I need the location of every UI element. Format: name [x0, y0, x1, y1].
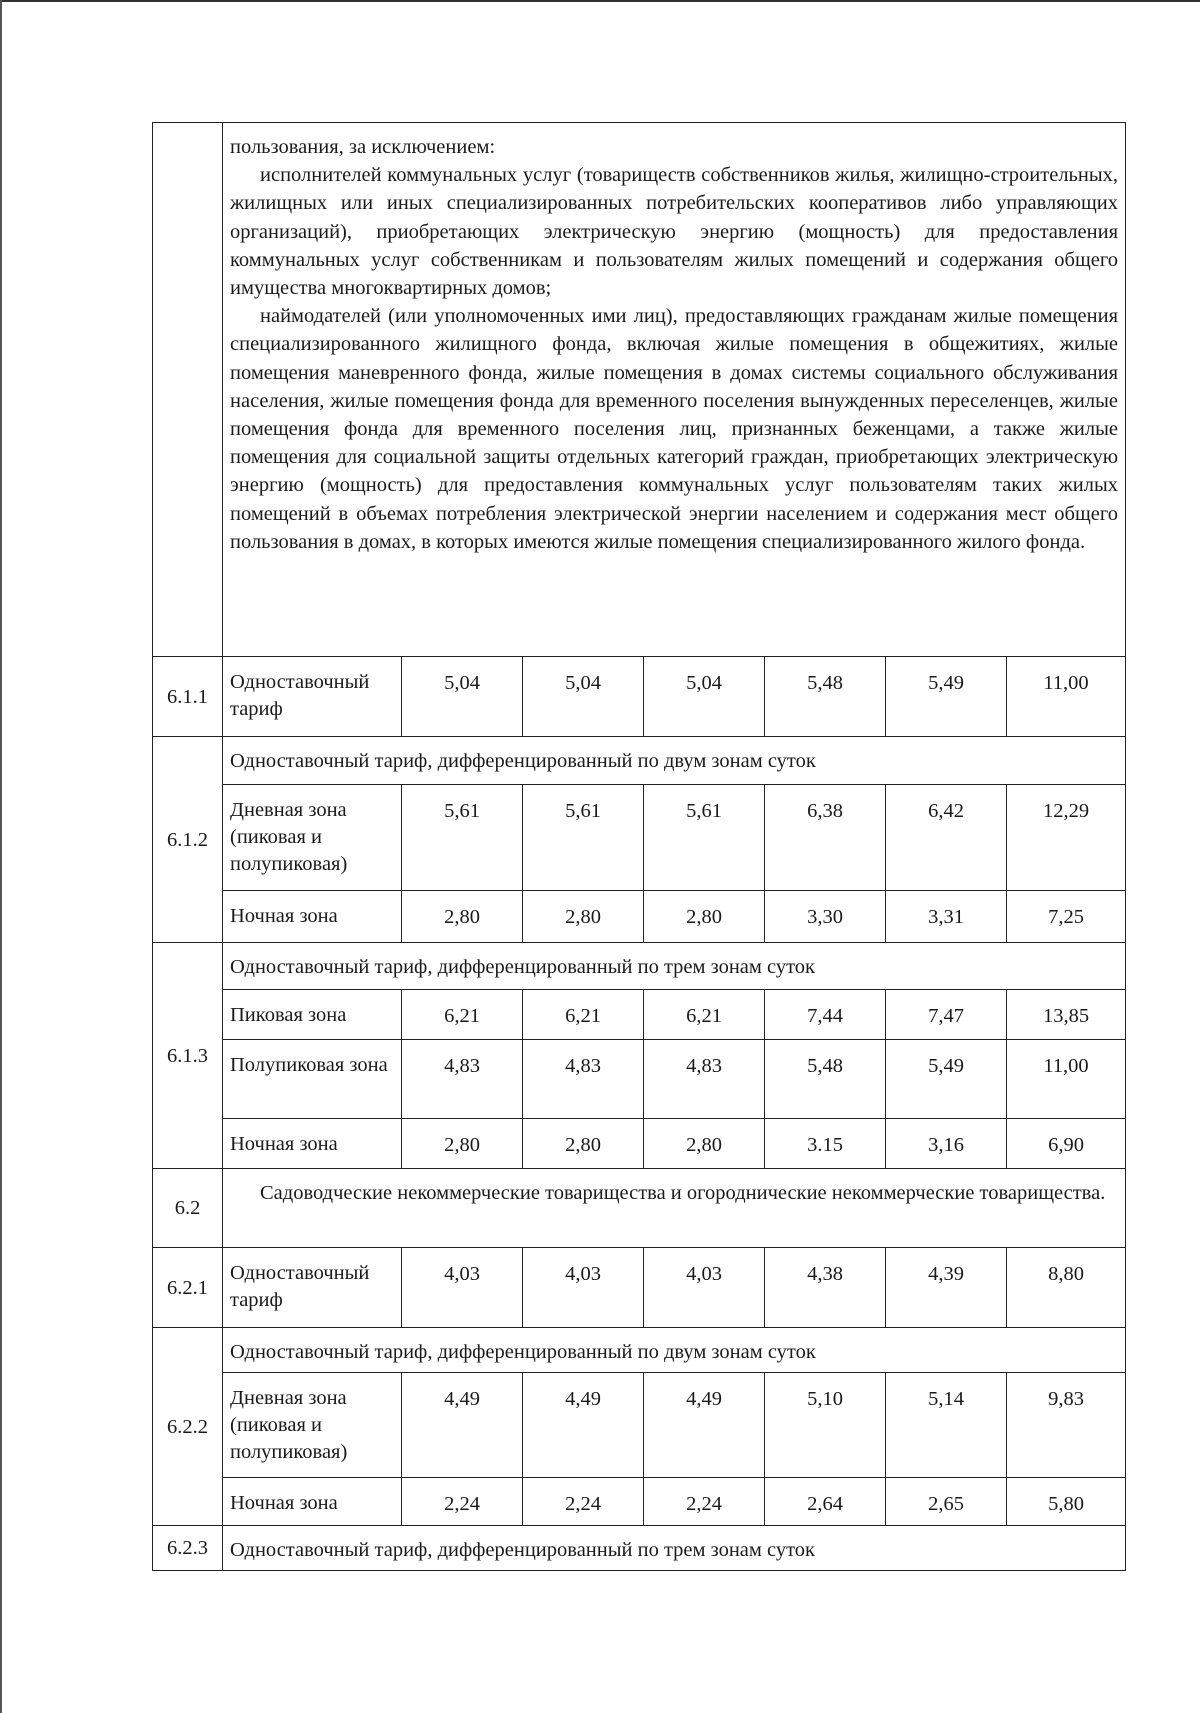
tariff-value: 12,29 — [1007, 785, 1126, 891]
intro-text-cell — [223, 123, 1126, 657]
table-row — [153, 943, 1126, 990]
tariff-value: 4,39 — [886, 1248, 1007, 1328]
row-number: 6.2.3 — [153, 1526, 223, 1571]
tariff-value: 4,49 — [523, 1373, 644, 1478]
tariff-value: 11,00 — [1007, 657, 1126, 737]
tariff-value: 4,03 — [523, 1248, 644, 1328]
row-number: 6.2.2 — [153, 1328, 223, 1526]
tariff-value: 2,64 — [765, 1478, 886, 1526]
tariff-value: 4,49 — [402, 1373, 523, 1478]
tariff-value: 4,38 — [765, 1248, 886, 1328]
table-row — [153, 990, 1126, 1040]
table-row — [153, 1040, 1126, 1119]
table-row — [153, 657, 1126, 737]
tariff-value: 5,48 — [765, 657, 886, 737]
table-row — [153, 1119, 1126, 1169]
intro-num-cell — [153, 123, 223, 657]
table-row — [153, 1478, 1126, 1526]
tariff-value: 5,61 — [644, 785, 765, 891]
tariff-value: 4,03 — [402, 1248, 523, 1328]
tariff-value: 2,80 — [402, 1119, 523, 1169]
tariff-value: 3,30 — [765, 891, 886, 943]
tariff-value: 2,80 — [523, 1119, 644, 1169]
tariff-value: 5,49 — [886, 1040, 1007, 1119]
row-number: 6.1.2 — [153, 737, 223, 943]
tariff-value: 2,24 — [523, 1478, 644, 1526]
tariff-value: 3.15 — [765, 1119, 886, 1169]
tariff-value: 4,83 — [402, 1040, 523, 1119]
section-header: Одноставочный тариф, дифференцированный по трем зонам суток — [223, 943, 1126, 990]
section-text: Садоводческие некоммерческие товарищества и огороднические некоммерческие товарищества. — [223, 1169, 1126, 1248]
tariff-value: 6,42 — [886, 785, 1007, 891]
tariff-name: Ночная зона — [223, 1478, 402, 1526]
tariff-value: 2,80 — [644, 1119, 765, 1169]
intro-row — [153, 123, 1126, 657]
tariff-value: 5,49 — [886, 657, 1007, 737]
tariff-value: 5,04 — [402, 657, 523, 737]
table-row — [153, 891, 1126, 943]
row-number: 6.2 — [153, 1169, 223, 1248]
tariff-value: 7,44 — [765, 990, 886, 1040]
section-header: Одноставочный тариф, дифференцированный по двум зонам суток — [223, 1328, 1126, 1373]
tariff-table — [152, 122, 1126, 1571]
tariff-value: 11,00 — [1007, 1040, 1126, 1119]
tariff-value: 8,80 — [1007, 1248, 1126, 1328]
tariff-value: 5,04 — [644, 657, 765, 737]
tariff-value: 2,80 — [523, 891, 644, 943]
tariff-value: 6,21 — [644, 990, 765, 1040]
table-row — [153, 1328, 1126, 1373]
tariff-name: Одноставочный тариф — [223, 657, 402, 737]
scan-left-edge — [0, 0, 2, 1713]
tariff-value: 5,61 — [402, 785, 523, 891]
tariff-value: 6,38 — [765, 785, 886, 891]
tariff-value: 4,03 — [644, 1248, 765, 1328]
tariff-value: 2,24 — [402, 1478, 523, 1526]
tariff-value: 5,80 — [1007, 1478, 1126, 1526]
tariff-value: 5,04 — [523, 657, 644, 737]
tariff-value: 2,80 — [644, 891, 765, 943]
tariff-value: 3,16 — [886, 1119, 1007, 1169]
tariff-name: Дневная зона (пиковая и полупиковая) — [223, 1373, 402, 1478]
tariff-value: 6,90 — [1007, 1119, 1126, 1169]
tariff-name: Дневная зона (пиковая и полупиковая) — [223, 785, 402, 891]
table-row — [153, 1248, 1126, 1328]
row-number: 6.2.1 — [153, 1248, 223, 1328]
table-row — [153, 1373, 1126, 1478]
tariff-value: 3,31 — [886, 891, 1007, 943]
table-row — [153, 1169, 1126, 1248]
table-row — [153, 1526, 1126, 1571]
tariff-value: 5,61 — [523, 785, 644, 891]
tariff-value: 2,24 — [644, 1478, 765, 1526]
intro-paragraph-1: исполнителей коммунальных услуг (товариществ собственников жилья, жилищно-строительных, жилищных или иных специализированных потребительских кооперативов либо управляющих организаций), приобретающих электрическую энергию (мощность) для предоставления коммунальных услуг собственникам и пользователям жилых помещений и содержания общего имущества многоквартирных домов; — [230, 164, 1119, 300]
table-row — [153, 737, 1126, 785]
tariff-name: Одноставочный тариф — [223, 1248, 402, 1328]
tariff-name: Ночная зона — [223, 1119, 402, 1169]
tariff-value: 6,21 — [402, 990, 523, 1040]
tariff-name: Пиковая зона — [223, 990, 402, 1040]
tariff-value: 7,25 — [1007, 891, 1126, 943]
tariff-name: Ночная зона — [223, 891, 402, 943]
tariff-value: 4,49 — [644, 1373, 765, 1478]
row-number: 6.1.3 — [153, 943, 223, 1169]
intro-paragraph-2: наймодателей (или уполномоченных ими лиц), предоставляющих гражданам жилые помещения специализированного жилищного фонда, включая жилые помещения в общежитиях, жилые помещения маневренного фонда, жилые помещения в домах системы социального обслуживания населения, жилые помещения фонда для временного поселения вынужденных переселенцев, жилые помещения фонда для временного поселения лиц, признанных беженцами, а также жилые помещения для социальной защиты отдельных категорий граждан, приобретающих электрическую энергию (мощность) для предоставления коммунальных услуг пользователям таких жилых помещений в объемах потребления электрической энергии населением и содержания мест общего пользования в домах, в которых имеются жилые помещения специализированного жилого фонда. — [230, 305, 1119, 553]
tariff-value: 5,10 — [765, 1373, 886, 1478]
tariff-value: 5,48 — [765, 1040, 886, 1119]
tariff-value: 2,65 — [886, 1478, 1007, 1526]
tariff-value: 9,83 — [1007, 1373, 1126, 1478]
tariff-value: 13,85 — [1007, 990, 1126, 1040]
tariff-value: 2,80 — [402, 891, 523, 943]
intro-line: пользования, за исключением: — [230, 136, 496, 158]
tariff-value: 4,83 — [523, 1040, 644, 1119]
tariff-name: Полупиковая зона — [223, 1040, 402, 1119]
scan-top-edge — [0, 0, 1200, 2]
section-header: Одноставочный тариф, дифференцированный по двум зонам суток — [223, 737, 1126, 785]
tariff-value: 6,21 — [523, 990, 644, 1040]
table-row — [153, 785, 1126, 891]
row-number: 6.1.1 — [153, 657, 223, 737]
tariff-value: 7,47 — [886, 990, 1007, 1040]
tariff-value: 4,83 — [644, 1040, 765, 1119]
tariff-value: 5,14 — [886, 1373, 1007, 1478]
section-header: Одноставочный тариф, дифференцированный по трем зонам суток — [223, 1526, 1126, 1571]
